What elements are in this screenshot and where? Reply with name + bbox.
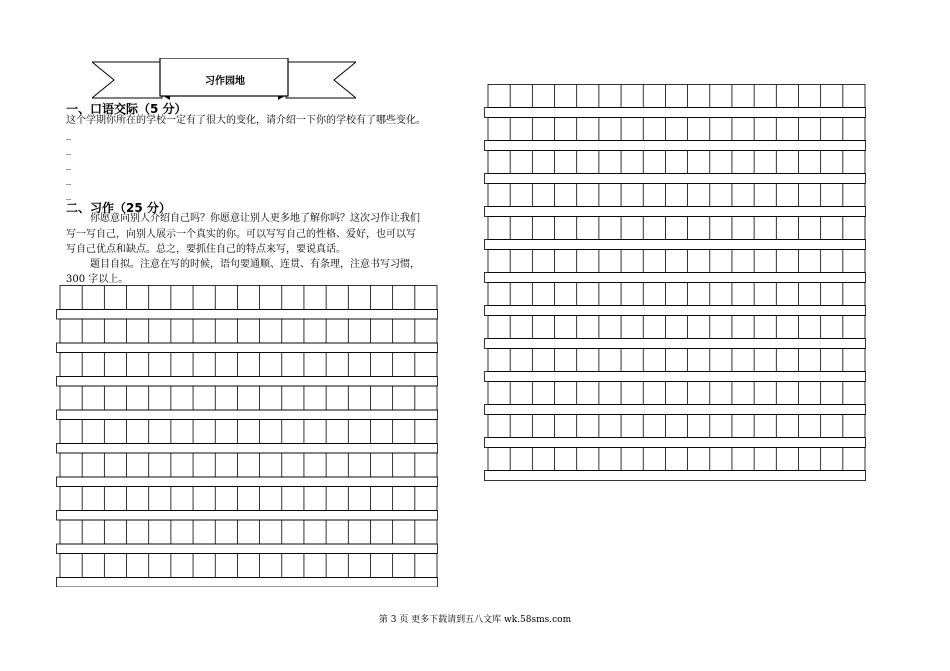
answer-blank-line: _ bbox=[66, 129, 71, 140]
grid-spacer-strip bbox=[485, 405, 866, 415]
grid-row bbox=[57, 554, 438, 588]
grid-spacer-strip bbox=[57, 410, 438, 420]
grid-cell-strip bbox=[60, 353, 437, 377]
grid-spacer-strip bbox=[485, 471, 866, 481]
section1-heading: 一、口语交际（5 分） bbox=[66, 102, 187, 116]
grid-spacer-strip bbox=[485, 141, 866, 151]
grid-row bbox=[485, 217, 866, 250]
grid-cell-strip bbox=[60, 319, 437, 343]
grid-row bbox=[57, 386, 438, 420]
grid-cell-strip bbox=[488, 283, 865, 306]
answer-blank-line: _ bbox=[66, 174, 71, 185]
grid-cell-strip bbox=[60, 386, 437, 410]
grid-cell-strip bbox=[488, 448, 865, 471]
grid-cell-strip bbox=[488, 250, 865, 273]
grid-row bbox=[485, 184, 866, 217]
grid-cell-strip bbox=[60, 453, 437, 477]
grid-spacer-strip bbox=[485, 108, 866, 118]
grid-cell-strip bbox=[488, 349, 865, 372]
grid-spacer-strip bbox=[57, 511, 438, 521]
grid-spacer-strip bbox=[485, 438, 866, 448]
grid-spacer-strip bbox=[485, 273, 866, 283]
section2-line: 300 字以上。 bbox=[66, 274, 129, 285]
grid-cell-strip bbox=[60, 420, 437, 444]
grid-row bbox=[485, 448, 866, 481]
grid-row bbox=[57, 453, 438, 487]
grid-cell-strip bbox=[488, 151, 865, 174]
grid-spacer-strip bbox=[485, 372, 866, 382]
grid-row bbox=[57, 520, 438, 554]
answer-blank-line: _ bbox=[66, 144, 71, 155]
grid-cell-strip bbox=[60, 286, 437, 310]
section2-line: 题目自拟。注意在写的时候，语句要通顺、连贯、有条理，注意书写习惯， bbox=[90, 259, 420, 270]
section1-prompt: 这个学期你所在的学校一定有了很大的变化，请介绍一下你的学校有了哪些变化。 bbox=[66, 115, 426, 126]
banner-title: 习作园地 bbox=[205, 75, 245, 87]
grid-spacer-strip bbox=[57, 310, 438, 320]
grid-cell-strip bbox=[488, 316, 865, 339]
section2-line: 写自己优点和缺点。总之，要抓住自己的特点来写，要说真话。 bbox=[66, 244, 346, 255]
grid-cell-strip bbox=[60, 520, 437, 544]
grid-spacer-strip bbox=[485, 339, 866, 349]
answer-blank-line: _ bbox=[66, 189, 71, 200]
grid-row bbox=[57, 286, 438, 320]
grid-cell-strip bbox=[60, 487, 437, 511]
grid-spacer-strip bbox=[485, 207, 866, 217]
grid-spacer-strip bbox=[57, 343, 438, 353]
grid-row bbox=[485, 316, 866, 349]
grid-spacer-strip bbox=[485, 174, 866, 184]
grid-row bbox=[485, 250, 866, 283]
grid-spacer-strip bbox=[57, 444, 438, 454]
answer-blank-line: _ bbox=[66, 159, 71, 170]
grid-row bbox=[485, 382, 866, 415]
grid-spacer-strip bbox=[57, 477, 438, 487]
grid-spacer-strip bbox=[57, 544, 438, 554]
page-footer: 第 3 页 更多下载请到五八文库 wk.58sms.com bbox=[378, 615, 572, 625]
grid-row bbox=[485, 415, 866, 448]
grid-row bbox=[485, 85, 866, 118]
grid-spacer-strip bbox=[485, 240, 866, 250]
section2-line: 写一写自己，向别人展示一个真实的你。可以写写自己的性格、爱好，也可以写 bbox=[66, 229, 416, 240]
grid-cell-strip bbox=[488, 217, 865, 240]
grid-spacer-strip bbox=[57, 578, 438, 588]
grid-spacer-strip bbox=[485, 306, 866, 316]
writing-grid-left bbox=[56, 285, 438, 587]
grid-row bbox=[57, 353, 438, 387]
grid-row bbox=[485, 283, 866, 316]
grid-cell-strip bbox=[488, 382, 865, 405]
section2-heading: 二、习作（25 分） bbox=[66, 201, 171, 215]
grid-row bbox=[57, 487, 438, 521]
grid-row bbox=[485, 118, 866, 151]
grid-cell-strip bbox=[488, 85, 865, 108]
writing-grid-right bbox=[484, 84, 866, 486]
grid-row bbox=[485, 151, 866, 184]
grid-cell-strip bbox=[60, 554, 437, 578]
grid-row bbox=[57, 319, 438, 353]
grid-spacer-strip bbox=[57, 377, 438, 387]
grid-row bbox=[485, 349, 866, 382]
section2-line: 你愿意向别人介绍自己吗？你愿意让别人更多地了解你吗？这次习作让我们 bbox=[90, 213, 420, 224]
grid-cell-strip bbox=[488, 118, 865, 141]
grid-cell-strip bbox=[488, 184, 865, 207]
grid-row bbox=[57, 420, 438, 454]
grid-cell-strip bbox=[488, 415, 865, 438]
